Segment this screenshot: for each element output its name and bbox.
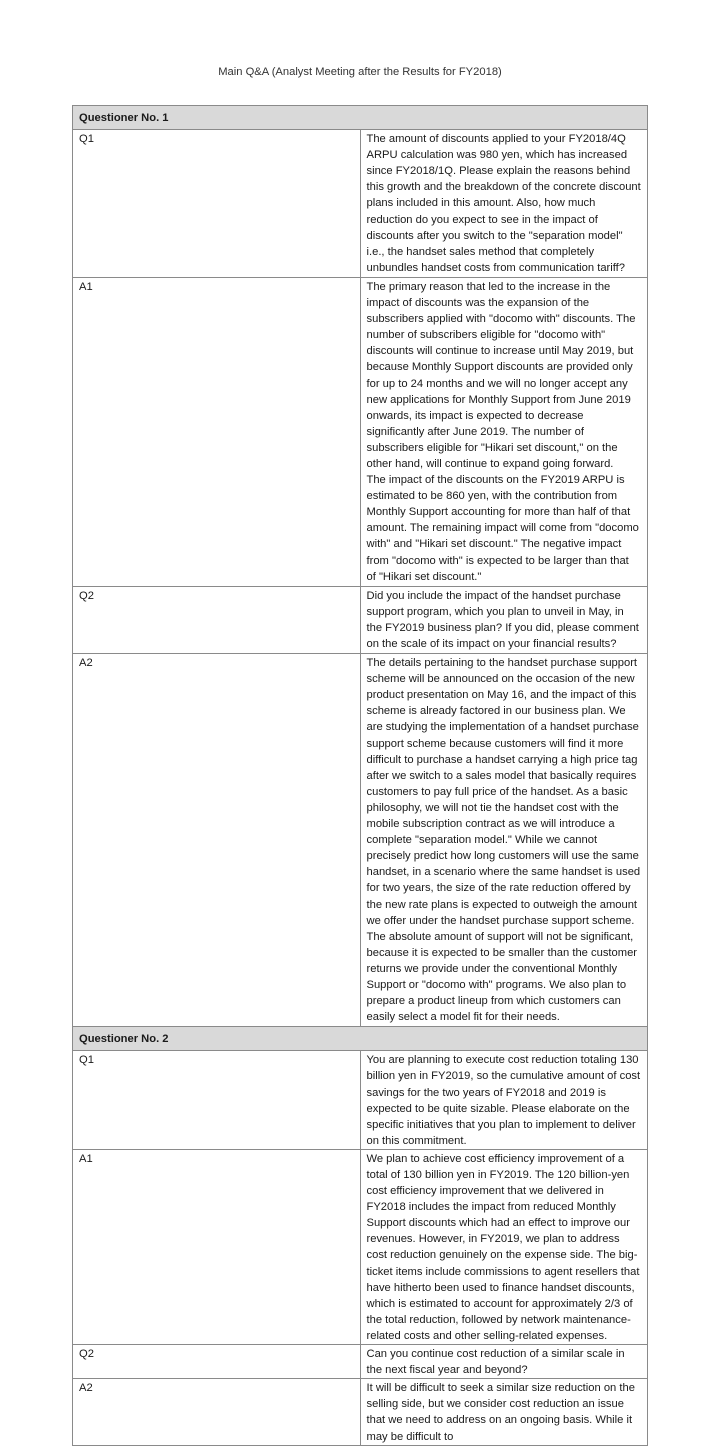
section-header-row: [73, 1027, 648, 1051]
qa-row: [73, 1149, 648, 1344]
qa-label: A1: [73, 1149, 361, 1344]
qa-text: [360, 1379, 648, 1445]
qa-text: [360, 1345, 648, 1379]
qa-label: A2: [73, 654, 361, 1027]
page-title: Main Q&A (Analyst Meeting after the Results for FY2018): [218, 66, 502, 78]
qa-row: [73, 586, 648, 653]
qa-text: [360, 277, 648, 586]
qa-paragraph: Can you continue cost reduction of a similar scale in the next fiscal year and beyond?: [366, 1348, 625, 1377]
qa-paragraph: Did you include the impact of the handset purchase support program, which you plan to unveil in May, in the FY2019 business plan? If you did, please comment on the scale of its impact on your financial results?: [366, 589, 639, 650]
qa-text: [360, 586, 648, 653]
qa-row: [73, 654, 648, 1027]
qa-row: [73, 1345, 648, 1379]
qa-paragraph: You are planning to execute cost reduction totaling 130 billion yen in FY2019, so the cumulative amount of cost savings for the two years of FY2018 and 2019 is expected to be quite sizable. Please elaborate on the specific initiatives that you plan to implement to deliver on this commitment.: [366, 1054, 641, 1147]
qa-label: Q2: [73, 1345, 361, 1379]
qa-label: Q1: [73, 1051, 361, 1150]
qa-label: Q2: [73, 586, 361, 653]
qa-paragraph: We plan to achieve cost efficiency improvement of a total of 130 billion yen in FY2019. The 120 billion-yen cost efficiency improvement that we delivered in FY2018 includes the impact from reduced Monthly Support discounts which had an effect to improve our revenues. However, in FY2019, we plan to address cost reduction genuinely on the expense side. The big-ticket items include commissions to agent resellers that have hitherto been used to finance handset discounts, which is estimated to account for approximately 2/3 of the total reduction, followed by network maintenance-related costs and other selling-related expenses.: [366, 1152, 640, 1342]
section-header-row: [73, 106, 648, 130]
section-heading: Questioner No. 1: [73, 106, 648, 130]
qa-paragraph: The primary reason that led to the increase in the impact of discounts was the expansion of the subscribers applied with "docomo with" discounts. The number of subscribers eligible for "docomo with" discounts will continue to increase until May 2019, but because Monthly Support discounts are provided only for up to 24 months and we will no longer accept any new applications for Monthly Support from June 2019 onwards, its impact is expected to decrease significantly after June 2019. The number of subscribers eligible for "Hikari set discount," on the other hand, will continue to expand going forward.: [366, 280, 636, 470]
qa-text: [360, 130, 648, 278]
qa-label: Q1: [73, 130, 361, 278]
section-heading: Questioner No. 2: [73, 1027, 648, 1051]
qa-paragraph: The details pertaining to the handset purchase support scheme will be announced on the occasion of the new product presentation on May 16, and the impact of this scheme is already factored in our business plan. We are studying the implementation of a handset purchase support scheme because customers will find it more difficult to purchase a handset carrying a high price tag after we switch to a sales model that basically requires customers to pay full price of the handset. As a basic philosophy, we will not tie the handset cost with the mobile subscription contract as we will introduce a complete "separation model." While we cannot precisely predict how long customers will use the same handset, in a scenario where the same handset is used for two years, the size of the rate reduction offered by the new rate plans is expected to outweigh the amount we offer under the handset purchase support scheme. The absolute amount of support will not be significant, because it is expected to be smaller than the customer returns we provide under the conventional Monthly Support or "docomo with" programs. We also plan to prepare a product lineup from which customers can easily select a model fit for their needs.: [366, 657, 641, 1024]
qa-text: [360, 1149, 648, 1344]
qa-row: [73, 130, 648, 278]
qa-paragraph: The impact of the discounts on the FY2019 ARPU is estimated to be 860 yen, with the contribution from Monthly Support accounting for more than half of that amount. The remaining impact will come from "docomo with" and "Hikari set discount." The negative impact from "docomo with" is expected to be larger than that of "Hikari set discount.": [366, 474, 639, 583]
qa-row: [73, 1051, 648, 1150]
qa-paragraph: It will be difficult to seek a similar size reduction on the selling side, but we consider cost reduction an issue that we need to address on an ongoing basis. While it may be difficult to: [366, 1382, 635, 1443]
qa-table: [72, 105, 648, 1446]
qa-text: [360, 654, 648, 1027]
qa-label: A2: [73, 1379, 361, 1445]
qa-text: [360, 1051, 648, 1150]
qa-row: [73, 1379, 648, 1445]
qa-label: A1: [73, 277, 361, 586]
qa-row: [73, 277, 648, 586]
qa-paragraph: The amount of discounts applied to your FY2018/4Q ARPU calculation was 980 yen, which has increased since FY2018/1Q. Please explain the reasons behind this growth and the breakdown of the concrete discount plans included in this amount. Also, how much reduction do you expect to see in the impact of discounts after you switch to the "separation model" i.e., the handset sales method that completely unbundles handset costs from communication tariff?: [366, 133, 641, 274]
